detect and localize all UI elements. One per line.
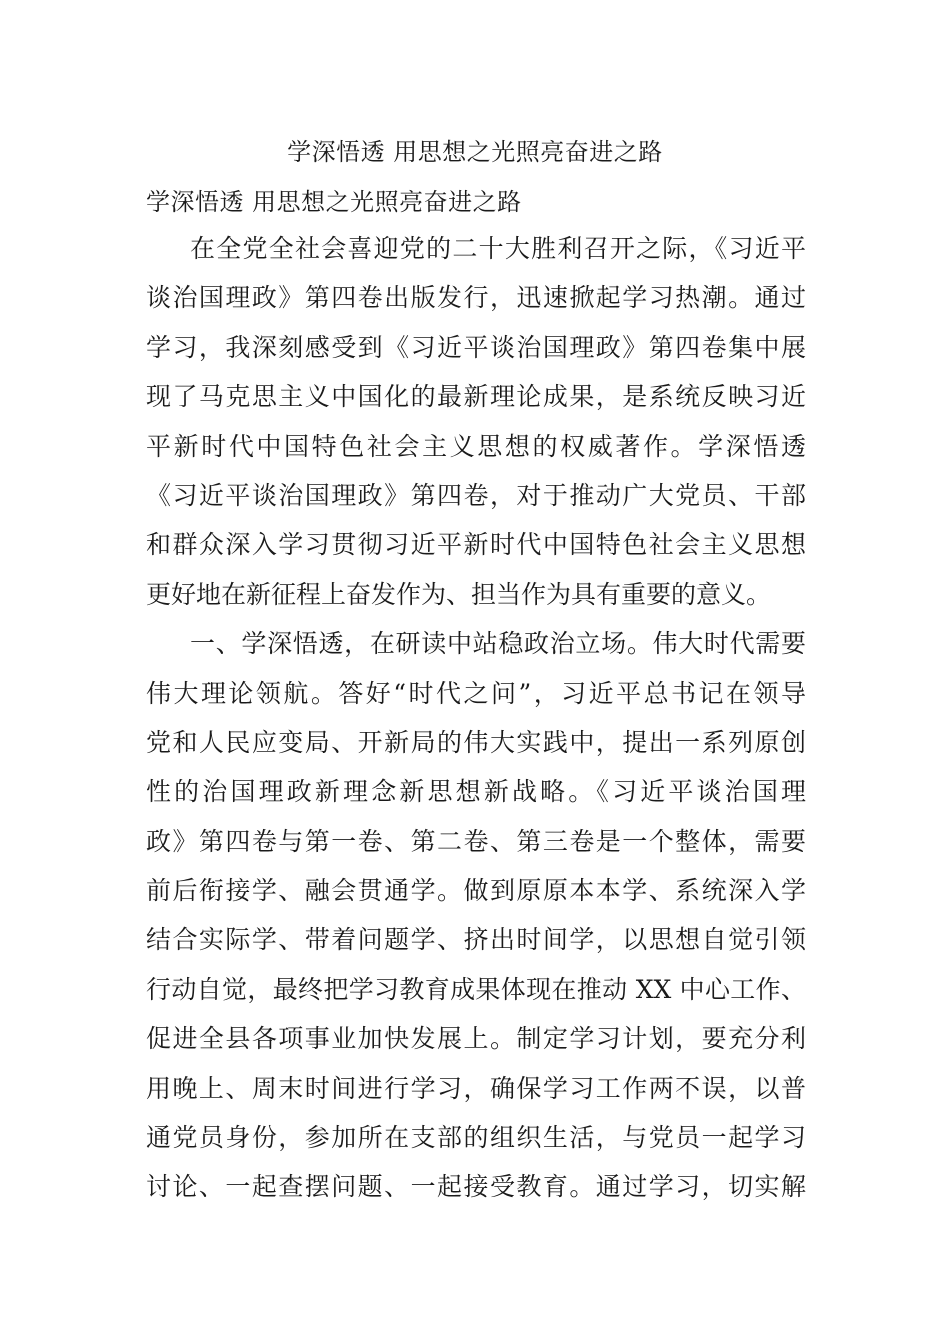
paragraph-line: 前后衔接学、融会贯通学。做到原原本本学、系统深入学 [146,876,806,906]
paragraph-line: 一、学深悟透，在研读中站稳政治立场。伟大时代需要 [190,629,806,659]
paragraph-line: 通党员身份，参加所在支部的组织生活，与党员一起学习 [146,1123,806,1153]
paragraph-line: 谈治国理政》第四卷出版发行，迅速掀起学习热潮。通过 [146,283,806,313]
paragraph-line: 政》第四卷与第一卷、第二卷、第三卷是一个整体，需要 [146,826,806,856]
paragraph-line: 在全党全社会喜迎党的二十大胜利召开之际，《习近平 [190,234,806,263]
paragraph-line: 伟大理论领航。答好“时代之问”，习近平总书记在领导 [146,678,806,708]
paragraph-line: 行动自觉，最终把学习教育成果体现在推动 XX 中心工作、 [146,974,806,1004]
paragraph-line: 学习，我深刻感受到《习近平谈治国理政》第四卷集中展 [146,332,806,362]
paragraph-line: 更好地在新征程上奋发作为、担当作为具有重要的意义。 [146,579,772,609]
paragraph-line: 《习近平谈治国理政》第四卷，对于推动广大党员、干部 [146,480,806,510]
paragraph-line: 平新时代中国特色社会主义思想的权威著作。学深悟透 [146,431,806,461]
paragraph-line: 性的治国理政新理念新思想新战略。《习近平谈治国理 [146,777,806,807]
paragraph-line: 现了马克思主义中国化的最新理论成果，是系统反映习近 [146,382,806,412]
document-body [146,224,806,1212]
paragraph-line: 促进全县各项事业加快发展上。制定学习计划，要充分利 [146,1024,806,1054]
paragraph-line: 结合实际学、带着问题学、挤出时间学，以思想自觉引领 [146,925,806,955]
paragraph-line: 和群众深入学习贯彻习近平新时代中国特色社会主义思想 [146,530,806,560]
paragraph-2 [146,619,806,1212]
document-title: 学深悟透 用思想之光照亮奋进之路 [287,138,663,166]
paragraph-line: 用晚上、周末时间进行学习，确保学习工作两不误，以普 [146,1073,806,1103]
paragraph-line: 讨论、一起查摆问题、一起接受教育。通过学习，切实解 [146,1172,806,1202]
paragraph-line: 党和人民应变局、开新局的伟大实践中，提出一系列原创 [146,727,806,757]
paragraph-1 [146,224,806,619]
document-subtitle: 学深悟透 用思想之光照亮奋进之路 [146,188,522,216]
